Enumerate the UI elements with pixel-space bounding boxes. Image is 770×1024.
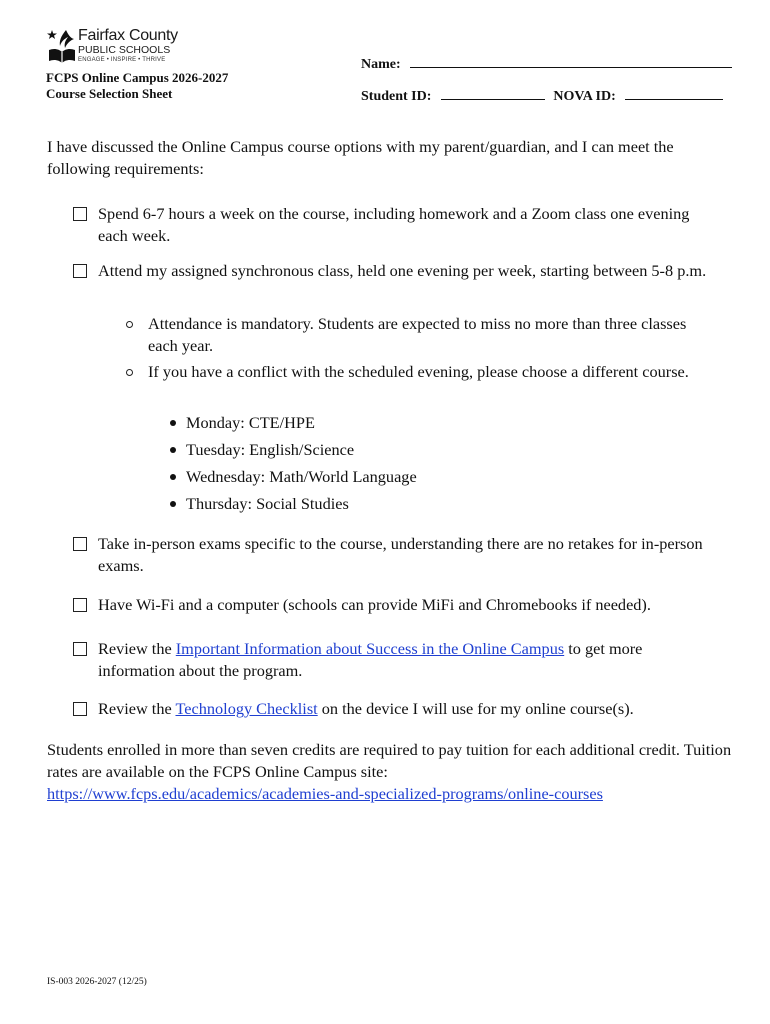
checklist-item-exams xyxy=(73,533,713,577)
checklist-item-hours xyxy=(73,203,713,247)
checklist-text xyxy=(73,698,733,720)
tuition-paragraph xyxy=(47,739,737,805)
subpoint-text: Attendance is mandatory. Students are expected to miss no more than three classes each year. xyxy=(148,314,687,355)
success-info-link[interactable]: Important Information about Success in the Online Campus xyxy=(175,639,565,658)
bullet-icon xyxy=(170,474,176,480)
document-heading xyxy=(46,70,228,102)
lamp-torch-icon xyxy=(46,28,76,66)
checklist-text: Take in-person exams specific to the course, understanding there are no retakes for in-person exams. xyxy=(98,534,703,575)
schedule-text: Thursday: Social Studies xyxy=(186,494,349,513)
form-code: IS-003 2026-2027 (12/25) xyxy=(47,977,147,987)
bullet-icon xyxy=(170,501,176,507)
id-field-row xyxy=(361,85,723,105)
checkbox[interactable] xyxy=(73,642,87,656)
checklist-item-review-info xyxy=(73,638,713,682)
schedule-item xyxy=(170,466,417,488)
name-field[interactable] xyxy=(410,53,732,68)
checklist-text: Attend my assigned synchronous class, held one evening per week, starting between 5-8 p.m. xyxy=(98,261,707,280)
checklist-text xyxy=(73,638,713,682)
technology-checklist-link[interactable]: Technology Checklist xyxy=(175,699,318,718)
checkbox[interactable] xyxy=(73,264,87,278)
subpoint-conflict xyxy=(126,361,706,383)
checklist-text: Have Wi-Fi and a computer (schools can provide MiFi and Chromebooks if needed). xyxy=(98,595,651,614)
schedule-text: Tuesday: English/Science xyxy=(186,440,355,459)
checklist-text: Spend 6-7 hours a week on the course, including homework and a Zoom class one evening each week. xyxy=(98,204,690,245)
logo-title: Fairfax County xyxy=(78,27,178,44)
logo-subtitle: PUBLIC SCHOOLS xyxy=(78,44,171,56)
hollow-bullet-icon xyxy=(126,369,133,376)
intro-paragraph: I have discussed the Online Campus course options with my parent/guardian, and I can meet the following requirements: xyxy=(47,137,674,178)
hollow-bullet-icon xyxy=(126,321,133,328)
checklist-item-review-tech xyxy=(73,698,733,720)
name-label: Name: xyxy=(361,57,401,72)
schedule-text: Wednesday: Math/World Language xyxy=(186,467,417,486)
schedule-item xyxy=(170,493,349,515)
checkbox[interactable] xyxy=(73,537,87,551)
subpoint-text: If you have a conflict with the scheduled evening, please choose a different course. xyxy=(148,362,689,381)
checklist-prefix: Review the xyxy=(98,699,176,718)
logo-tagline: ENGAGE • INSPIRE • THRIVE xyxy=(78,57,166,63)
fcps-logo xyxy=(46,28,186,68)
checklist-suffix: on the device I will use for my online course(s). xyxy=(317,699,634,718)
checklist-item-attend xyxy=(73,260,713,282)
heading-line-1: FCPS Online Campus 2026-2027 xyxy=(46,70,229,85)
checklist-item-wifi xyxy=(73,594,733,616)
checklist-prefix: Review the xyxy=(98,639,176,658)
student-id-field[interactable] xyxy=(441,85,545,100)
student-id-label: Student ID: xyxy=(361,89,432,104)
schedule-item xyxy=(170,412,315,434)
bullet-icon xyxy=(170,447,176,453)
nova-id-field[interactable] xyxy=(625,85,723,100)
schedule-text: Monday: CTE/HPE xyxy=(186,413,315,432)
nova-id-label: NOVA ID: xyxy=(553,89,616,104)
checklist-suffix: to get more information about the program. xyxy=(98,639,643,680)
online-courses-link[interactable]: https://www.fcps.edu/academics/academies-and-specialized-programs/online-courses xyxy=(47,784,603,803)
heading-line-2: Course Selection Sheet xyxy=(46,86,173,101)
schedule-item xyxy=(170,439,354,461)
tuition-text: Students enrolled in more than seven credits are required to pay tuition for each additional credit. Tuition rates are available on the FCPS Online Campus site: xyxy=(47,740,732,781)
checkbox[interactable] xyxy=(73,207,87,221)
name-field-row xyxy=(361,53,732,73)
checkbox[interactable] xyxy=(73,598,87,612)
subpoint-attendance xyxy=(126,313,706,357)
checkbox[interactable] xyxy=(73,702,87,716)
bullet-icon xyxy=(170,420,176,426)
